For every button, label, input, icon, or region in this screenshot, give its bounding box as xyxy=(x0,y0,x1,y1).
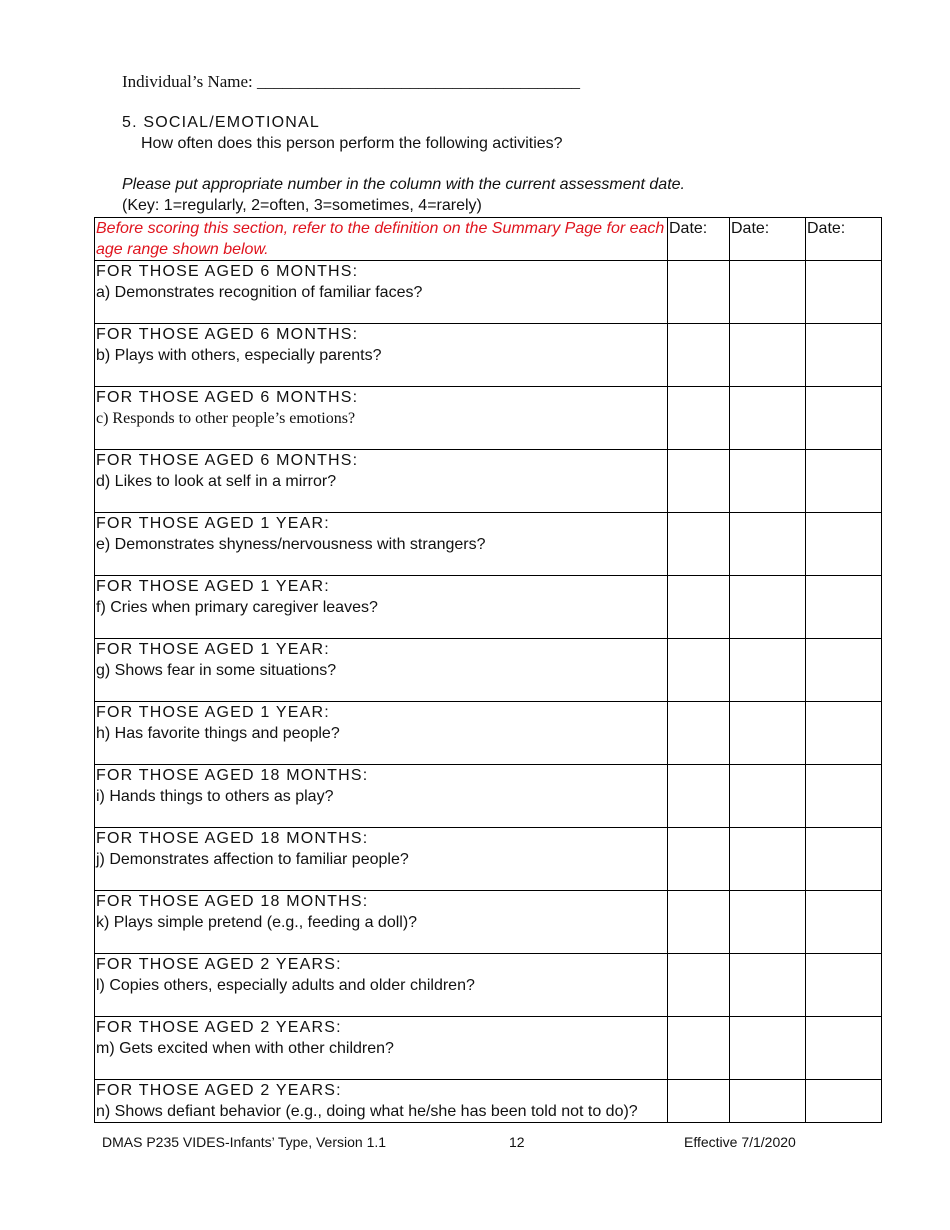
date-header-label: Date: xyxy=(807,220,846,237)
scoring-note-cell xyxy=(95,218,668,261)
score-cell[interactable] xyxy=(806,702,882,765)
date-header-cell[interactable] xyxy=(730,218,806,261)
score-cell[interactable] xyxy=(806,324,882,387)
score-cell[interactable] xyxy=(668,450,730,513)
question-cell xyxy=(95,387,668,450)
score-cell[interactable] xyxy=(668,261,730,324)
age-range-label: FOR THOSE AGED 6 MONTHS: xyxy=(96,263,359,280)
table-row xyxy=(95,954,882,1017)
table-row xyxy=(95,639,882,702)
score-cell[interactable] xyxy=(668,324,730,387)
table-row xyxy=(95,702,882,765)
date-header-label: Date: xyxy=(731,220,770,237)
section-title: 5. SOCIAL/EMOTIONAL xyxy=(122,114,320,131)
table-row xyxy=(95,765,882,828)
age-range-label: FOR THOSE AGED 1 YEAR: xyxy=(96,641,330,658)
question-cell xyxy=(95,324,668,387)
activity-question: i) Hands things to others as play? xyxy=(96,788,334,805)
age-range-label: FOR THOSE AGED 6 MONTHS: xyxy=(96,389,359,406)
score-cell[interactable] xyxy=(806,1080,882,1123)
question-cell xyxy=(95,1080,668,1123)
score-cell[interactable] xyxy=(730,324,806,387)
table-row xyxy=(95,513,882,576)
date-header-cell[interactable] xyxy=(668,218,730,261)
score-cell[interactable] xyxy=(668,891,730,954)
age-range-label: FOR THOSE AGED 18 MONTHS: xyxy=(96,830,369,847)
age-range-label: FOR THOSE AGED 2 YEARS: xyxy=(96,956,342,973)
age-range-label: FOR THOSE AGED 1 YEAR: xyxy=(96,515,330,532)
question-cell xyxy=(95,513,668,576)
activity-question: k) Plays simple pretend (e.g., feeding a doll)? xyxy=(96,914,418,931)
score-cell[interactable] xyxy=(806,387,882,450)
age-range-label: FOR THOSE AGED 18 MONTHS: xyxy=(96,767,369,784)
activity-question: j) Demonstrates affection to familiar people? xyxy=(96,851,409,868)
footer-page-number: 12 xyxy=(509,1134,525,1150)
age-range-label: FOR THOSE AGED 1 YEAR: xyxy=(96,704,330,721)
table-row xyxy=(95,1017,882,1080)
score-cell[interactable] xyxy=(806,639,882,702)
activity-question: e) Demonstrates shyness/nervousness with strangers? xyxy=(96,536,486,553)
table-row xyxy=(95,1080,882,1123)
score-cell[interactable] xyxy=(730,1080,806,1123)
age-range-label: FOR THOSE AGED 1 YEAR: xyxy=(96,578,330,595)
score-cell[interactable] xyxy=(730,513,806,576)
score-cell[interactable] xyxy=(668,954,730,1017)
date-header-label: Date: xyxy=(669,220,708,237)
section-question: How often does this person perform the following activities? xyxy=(141,135,563,152)
individual-name-label: Individual’s Name: ______________________________________ xyxy=(122,72,581,91)
score-cell[interactable] xyxy=(730,576,806,639)
scoring-note: Before scoring this section, refer to the definition on the Summary Page for each age range shown below. xyxy=(96,220,665,258)
score-cell[interactable] xyxy=(730,702,806,765)
score-cell[interactable] xyxy=(668,513,730,576)
activity-question: a) Demonstrates recognition of familiar faces? xyxy=(96,284,423,301)
table-row xyxy=(95,828,882,891)
score-cell[interactable] xyxy=(806,513,882,576)
score-cell[interactable] xyxy=(730,1017,806,1080)
activity-question: c) Responds to other people’s emotions? xyxy=(96,410,356,427)
activity-question: g) Shows fear in some situations? xyxy=(96,662,337,679)
activity-question: l) Copies others, especially adults and older children? xyxy=(96,977,475,994)
activity-question: h) Has favorite things and people? xyxy=(96,725,340,742)
activity-question: m) Gets excited when with other children? xyxy=(96,1040,394,1057)
score-cell[interactable] xyxy=(668,387,730,450)
score-cell[interactable] xyxy=(668,765,730,828)
score-cell[interactable] xyxy=(668,1017,730,1080)
score-cell[interactable] xyxy=(730,387,806,450)
question-cell xyxy=(95,702,668,765)
question-cell xyxy=(95,891,668,954)
age-range-label: FOR THOSE AGED 18 MONTHS: xyxy=(96,893,369,910)
age-range-label: FOR THOSE AGED 2 YEARS: xyxy=(96,1019,342,1036)
activity-question: f) Cries when primary caregiver leaves? xyxy=(96,599,378,616)
activity-question: d) Likes to look at self in a mirror? xyxy=(96,473,337,490)
score-cell[interactable] xyxy=(730,261,806,324)
age-range-label: FOR THOSE AGED 6 MONTHS: xyxy=(96,452,359,469)
score-cell[interactable] xyxy=(806,765,882,828)
question-cell xyxy=(95,765,668,828)
table-row xyxy=(95,261,882,324)
table-row xyxy=(95,891,882,954)
question-cell xyxy=(95,639,668,702)
score-cell[interactable] xyxy=(806,450,882,513)
age-range-label: FOR THOSE AGED 2 YEARS: xyxy=(96,1082,342,1099)
table-row xyxy=(95,387,882,450)
score-cell[interactable] xyxy=(730,639,806,702)
score-cell[interactable] xyxy=(806,261,882,324)
score-cell[interactable] xyxy=(730,828,806,891)
table-row xyxy=(95,324,882,387)
score-cell[interactable] xyxy=(668,576,730,639)
activity-question: n) Shows defiant behavior (e.g., doing what he/she has been told not to do)? xyxy=(96,1103,638,1120)
age-range-label: FOR THOSE AGED 6 MONTHS: xyxy=(96,326,359,343)
score-cell[interactable] xyxy=(730,765,806,828)
question-cell xyxy=(95,261,668,324)
question-cell xyxy=(95,828,668,891)
score-cell[interactable] xyxy=(806,828,882,891)
score-cell[interactable] xyxy=(806,576,882,639)
table-row xyxy=(95,450,882,513)
table-row xyxy=(95,576,882,639)
scoring-key: (Key: 1=regularly, 2=often, 3=sometimes, 4=rarely) xyxy=(122,197,482,214)
assessment-table xyxy=(94,217,882,1123)
score-cell[interactable] xyxy=(730,891,806,954)
footer-form-id: DMAS P235 VIDES-Infants’ Type, Version 1.1 xyxy=(102,1134,387,1150)
score-cell[interactable] xyxy=(806,891,882,954)
score-cell[interactable] xyxy=(668,702,730,765)
question-cell xyxy=(95,450,668,513)
activity-question: b) Plays with others, especially parents? xyxy=(96,347,382,364)
score-cell[interactable] xyxy=(806,1017,882,1080)
score-cell[interactable] xyxy=(806,954,882,1017)
scoring-instruction: Please put appropriate number in the column with the current assessment date. xyxy=(122,176,685,193)
score-cell[interactable] xyxy=(730,954,806,1017)
score-cell[interactable] xyxy=(668,828,730,891)
question-cell xyxy=(95,576,668,639)
question-cell xyxy=(95,954,668,1017)
score-cell[interactable] xyxy=(730,450,806,513)
footer-effective-date: Effective 7/1/2020 xyxy=(684,1134,796,1150)
table-header-row xyxy=(95,218,882,261)
score-cell[interactable] xyxy=(668,639,730,702)
question-cell xyxy=(95,1017,668,1080)
date-header-cell[interactable] xyxy=(806,218,882,261)
score-cell[interactable] xyxy=(668,1080,730,1123)
